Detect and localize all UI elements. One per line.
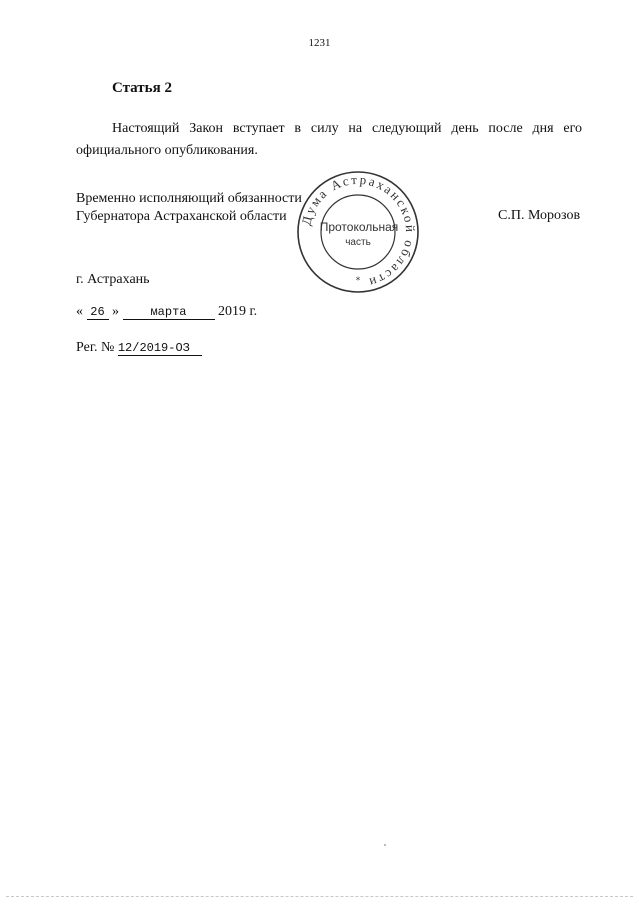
- signatory-title: [76, 190, 302, 226]
- stamp-ring-text: Дума Астраханской области: [298, 171, 419, 291]
- registration-line: [76, 340, 202, 356]
- date-year: 2019 г.: [218, 304, 258, 319]
- footer-divider: [6, 896, 633, 897]
- stamp-center-line-1: Протокольная: [319, 220, 399, 234]
- signatory-title-line-1: Временно исполняющий обязанности: [76, 191, 302, 206]
- registration-label: Рег. №: [76, 340, 115, 355]
- signatory-name: С.П. Морозов: [498, 208, 581, 223]
- date-open-quote: «: [76, 304, 83, 319]
- place-of-signing: г. Астрахань: [76, 272, 150, 287]
- date-month: марта: [123, 305, 215, 320]
- signatory-title-line-2: Губернатора Астраханской области: [76, 209, 287, 224]
- page-number: 1231: [308, 37, 331, 49]
- signing-date: [76, 304, 257, 320]
- stamp-center-line-2: часть: [345, 237, 371, 248]
- article-heading: Статья 2: [112, 80, 172, 96]
- date-day: 26: [87, 305, 109, 320]
- registration-number: 12/2019-ОЗ: [118, 341, 202, 356]
- stamp-star-icon: *: [355, 276, 361, 286]
- scan-speck: [384, 844, 386, 846]
- date-close-quote: »: [112, 304, 119, 319]
- official-stamp: [296, 170, 420, 294]
- article-text: Настоящий Закон вступает в силу на следующий день после дня его официального опубликования.: [76, 121, 582, 158]
